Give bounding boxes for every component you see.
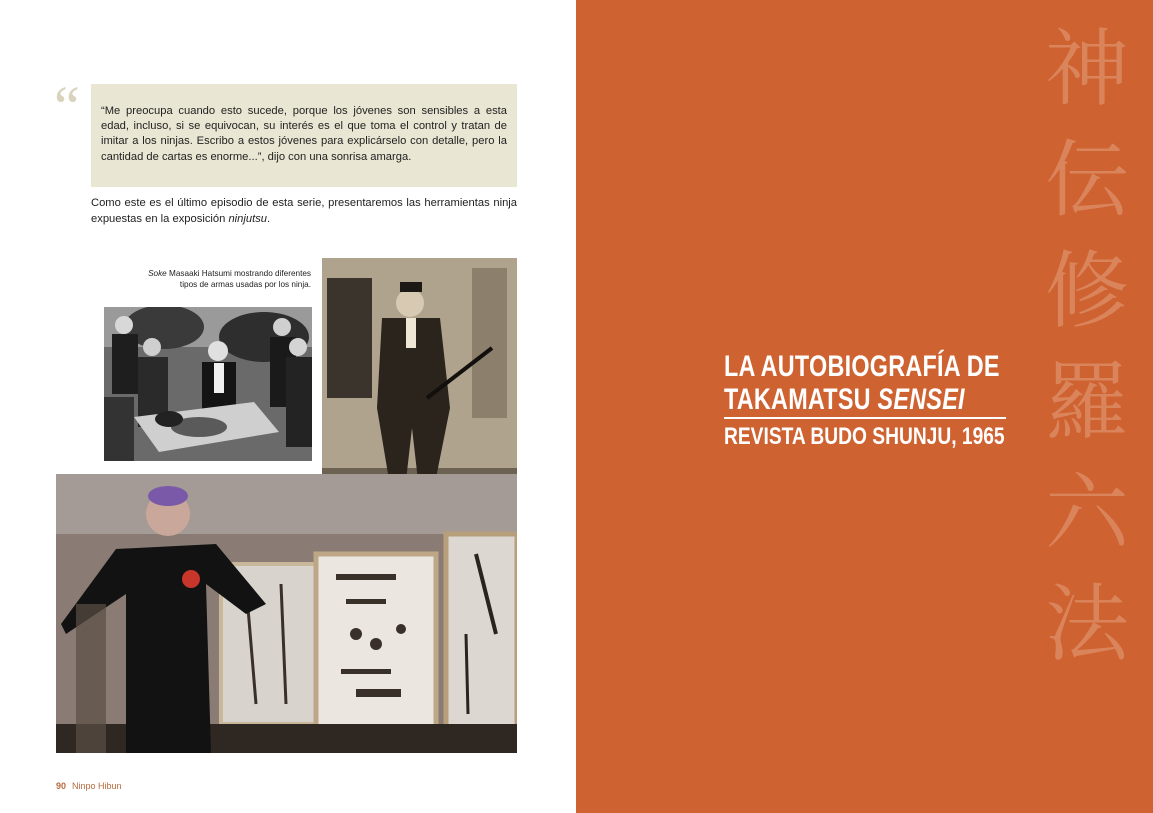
kanji-character: 修	[1044, 242, 1129, 340]
caption-text: Masaaki Hatsumi mostrando diferentes tipos de armas usadas por los ninja.	[166, 269, 311, 289]
kanji-character: 羅	[1044, 353, 1129, 451]
title-divider	[724, 417, 1006, 419]
body-text-end: .	[267, 213, 271, 225]
kanji-character: 伝	[1044, 131, 1129, 229]
body-text-italic: ninjutsu	[228, 213, 268, 225]
quotation-mark-icon: “	[54, 74, 80, 139]
body-text-start: Como este es el último episodio de esta serie, presentaremos las herramientas ninja expuestas en la exposición	[91, 197, 517, 225]
page-footer	[56, 781, 122, 791]
body-paragraph	[91, 195, 517, 227]
title-plain: TAKAMATSU	[724, 383, 878, 416]
publication-name: Ninpo Hibun	[72, 781, 122, 791]
caption-italic: Soke	[148, 269, 167, 278]
pull-quote-text: “Me preocupa cuando esto sucede, porque los jóvenes son sensibles a esta edad, incluso, si se equivocan, su interés es el que toma el control y tratan de imitar a los ninjas. Escribo a estos jóvenes para explicárselo con detalle, pero la cantidad de cartas es enorme...”, dijo con una sonrisa amarga.	[101, 105, 507, 163]
kanji-column	[1032, 14, 1142, 680]
exhibit-photo	[56, 474, 517, 753]
title-line-2	[724, 383, 974, 416]
kanji-character: 六	[1044, 464, 1129, 562]
photo-caption	[130, 268, 311, 290]
title-line-1: LA AUTOBIOGRAFÍA DE	[724, 350, 1000, 383]
kanji-character: 神	[1044, 20, 1129, 118]
title-italic: SENSEI	[877, 383, 965, 416]
chapter-subtitle: REVISTA BUDO SHUNJU, 1965	[724, 423, 1005, 450]
left-page	[0, 0, 576, 813]
group-photo	[104, 307, 312, 461]
page-number: 90	[56, 781, 67, 791]
chapter-title-block	[724, 350, 1044, 452]
right-page	[576, 0, 1153, 813]
kanji-character: 法	[1044, 575, 1129, 673]
pull-quote-box	[91, 84, 517, 187]
